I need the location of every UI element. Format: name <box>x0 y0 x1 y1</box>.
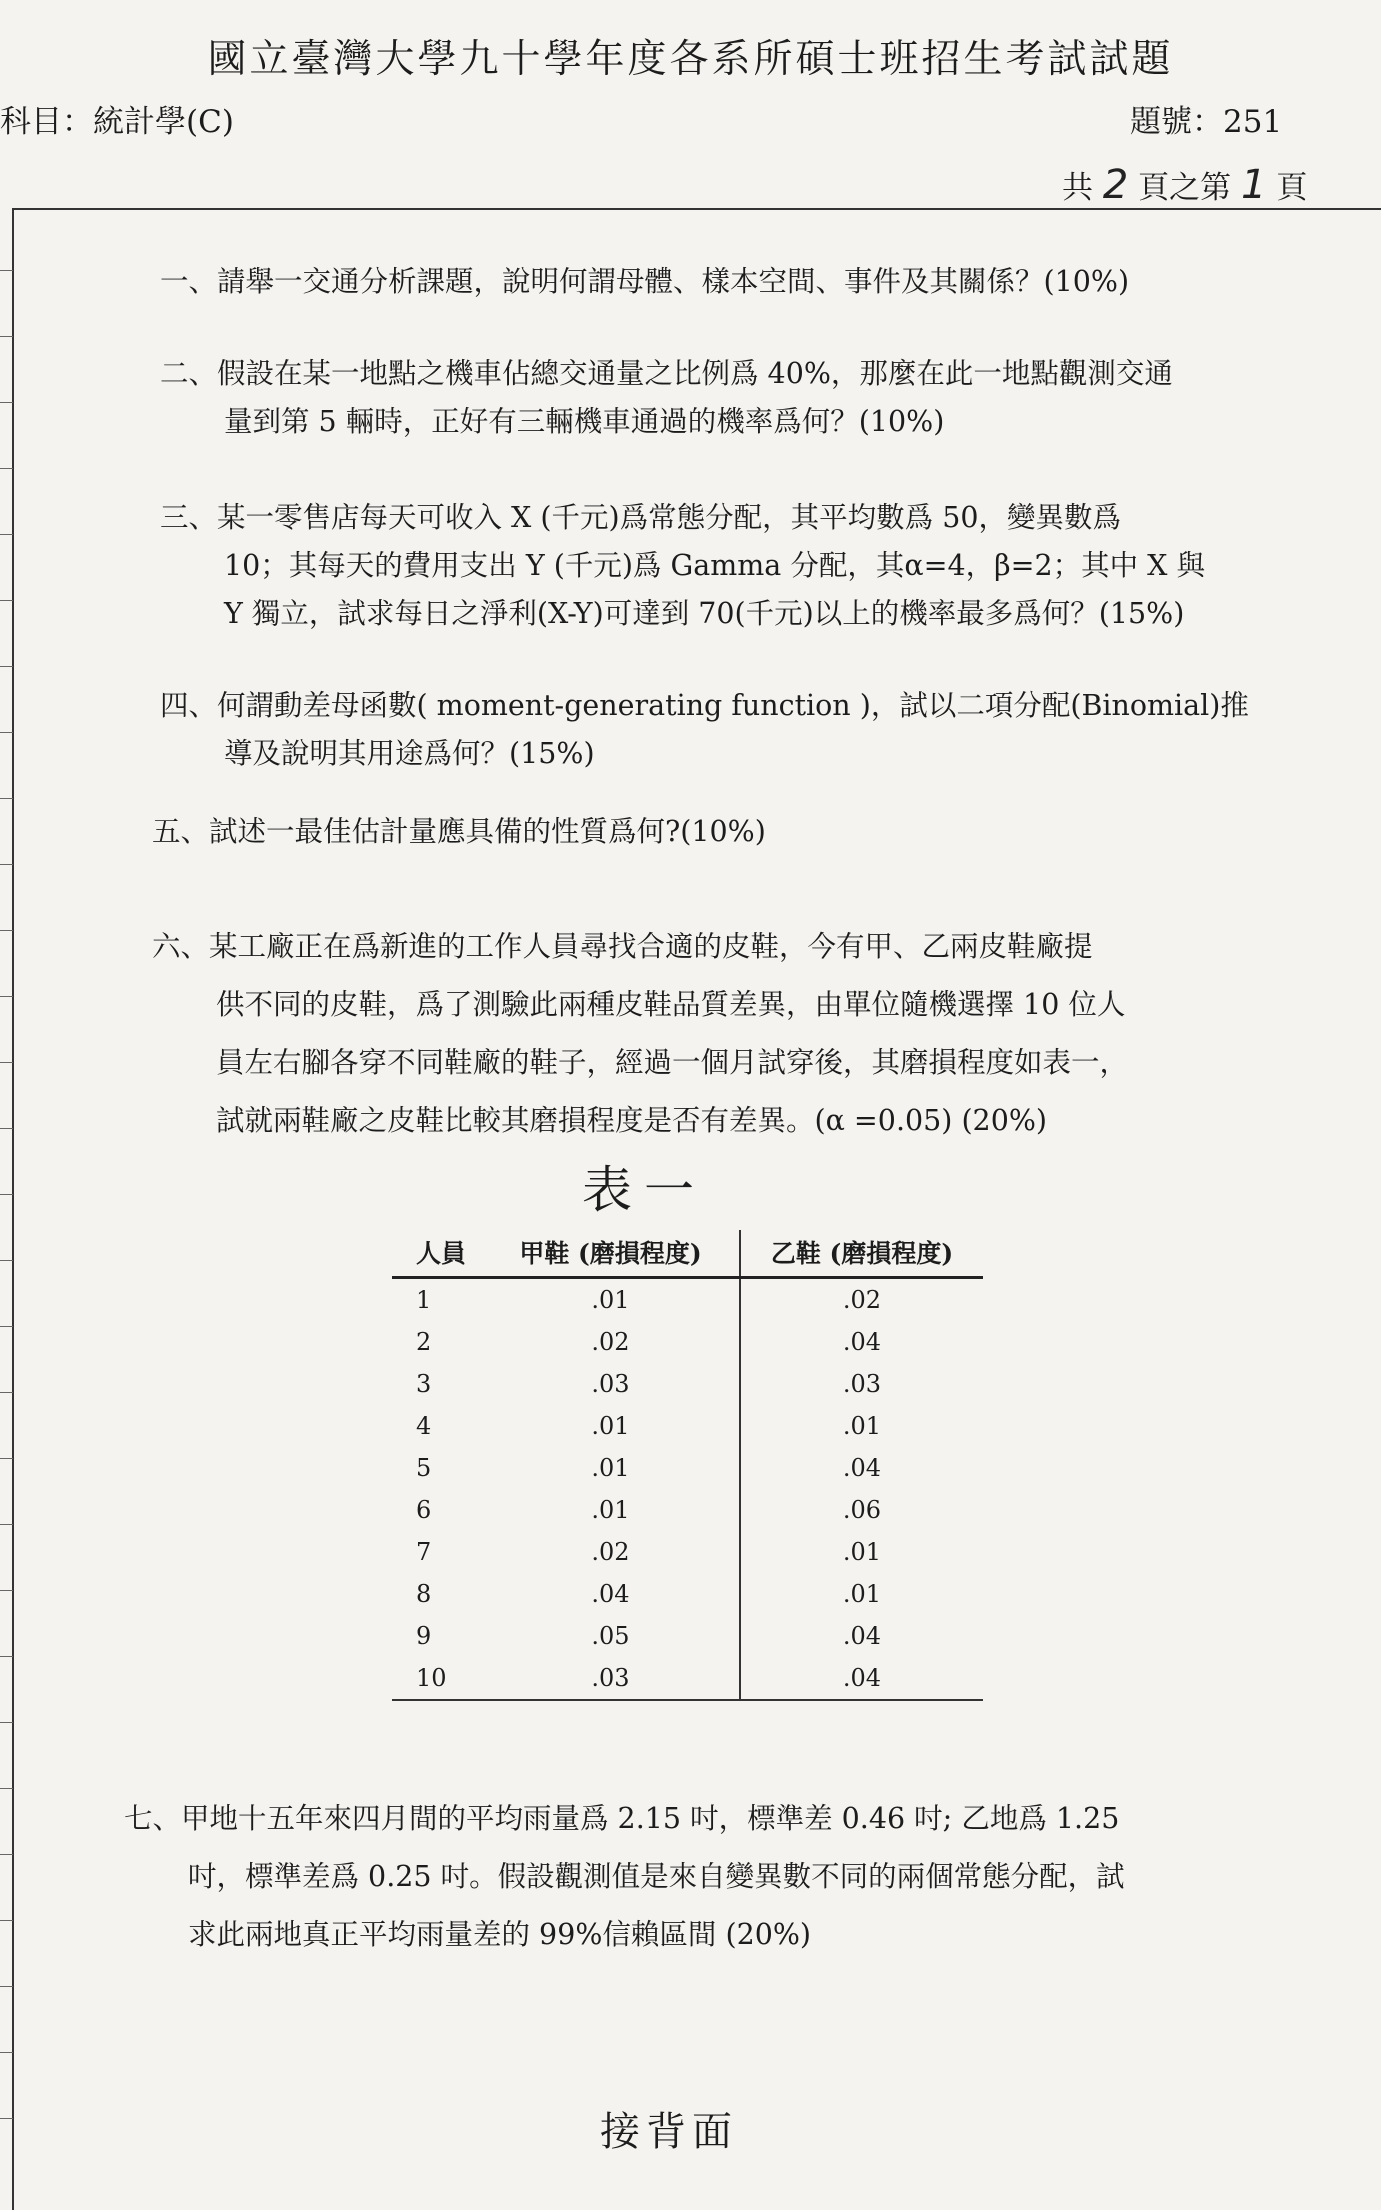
wear-table <box>392 1230 983 1701</box>
exam-title: 國立臺灣大學九十學年度各系所碩士班招生考試試題 <box>207 37 1174 82</box>
margin-tick <box>0 1920 13 1921</box>
continued-on-back: 接背面 <box>600 2109 738 2155</box>
table-row <box>392 1405 983 1447</box>
table-row <box>392 1363 983 1405</box>
cell-shoe-a: .03 <box>482 1363 740 1405</box>
cell-person: 5 <box>416 1454 432 1482</box>
question-6-line-1: 六、某工廠正在爲新進的工作人員尋找合適的皮鞋，今有甲、乙兩皮鞋廠提 <box>152 930 1093 963</box>
question-1-line-1: 一、請舉一交通分析課題，說明何謂母體、樣本空間、事件及其關係？(10%) <box>160 265 1130 298</box>
question-3-line-3: Y 獨立，試求每日之淨利(X-Y)可達到 70(千元)以上的機率最多爲何？(15%) <box>224 597 1185 630</box>
page-mid: 頁之第 <box>1138 170 1232 206</box>
margin-tick <box>0 1986 13 1987</box>
header-shoe-b: 乙鞋 (磨損程度) <box>740 1230 983 1278</box>
margin-tick <box>0 732 13 733</box>
cell-shoe-b: .04 <box>740 1657 983 1700</box>
margin-tick <box>0 1854 13 1855</box>
cell-person: 7 <box>416 1538 432 1566</box>
cell-shoe-b: .06 <box>842 1496 882 1524</box>
margin-tick <box>0 1788 13 1789</box>
header-person: 人員 <box>392 1230 482 1278</box>
question-6 <box>152 918 1128 1150</box>
margin-tick <box>0 1392 13 1393</box>
cell-person: 2 <box>416 1328 432 1356</box>
margin-tick <box>0 1128 13 1129</box>
question-3-line-2: 10；其每天的費用支出 Y (千元)爲 Gamma 分配，其α=4，β=2；其中 X 與 <box>224 549 1206 582</box>
margin-tick <box>0 600 13 601</box>
margin-tick <box>0 864 13 865</box>
question-2-line-2: 量到第 5 輛時，正好有三輛機車通過的機率爲何？(10%) <box>224 405 945 438</box>
question-7-line-2: 吋，標準差爲 0.25 吋。假設觀測值是來自變異數不同的兩個常態分配，試 <box>188 1860 1125 1893</box>
margin-tick <box>0 2118 13 2119</box>
cell-shoe-b: .01 <box>842 1580 882 1608</box>
question-7-line-3: 求此兩地真正平均雨量差的 99%信賴區間 (20%) <box>188 1918 812 1951</box>
page-info <box>1062 162 1307 208</box>
cell-shoe-a: .02 <box>482 1531 740 1573</box>
cell-person: 3 <box>416 1370 432 1398</box>
cell-shoe-a: .01 <box>482 1278 740 1322</box>
question-2 <box>160 350 1173 446</box>
table-row <box>392 1278 983 1322</box>
cell-shoe-a: .03 <box>482 1657 740 1700</box>
cell-shoe-a: .02 <box>482 1321 740 1363</box>
table-caption: 表一 <box>582 1161 706 1219</box>
margin-tick <box>0 930 13 931</box>
question-5-line-1: 五、試述一最佳估計量應具備的性質爲何?(10%) <box>152 815 766 848</box>
table-row <box>392 1321 983 1363</box>
page-prefix: 共 <box>1062 170 1093 206</box>
question-2-line-1: 二、假設在某一地點之機車佔總交通量之比例爲 40%，那麼在此一地點觀測交通 <box>160 357 1173 390</box>
cell-person: 8 <box>416 1580 432 1608</box>
cell-shoe-b: .01 <box>842 1538 882 1566</box>
margin-tick <box>0 534 13 535</box>
cell-shoe-a: .04 <box>482 1573 740 1615</box>
cell-person: 6 <box>416 1496 432 1524</box>
question-7 <box>124 1790 1125 1964</box>
question-1 <box>160 258 1129 306</box>
question-6-line-4: 試就兩鞋廠之皮鞋比較其磨損程度是否有差異。(α =0.05) (20%) <box>216 1104 1048 1137</box>
cell-shoe-b: .02 <box>842 1286 882 1314</box>
question-4-line-2: 導及說明其用途爲何？(15%) <box>224 737 595 770</box>
cell-person: 10 <box>392 1657 482 1700</box>
page-current-handwritten: 1 <box>1241 162 1267 208</box>
question-number: 題號：251 <box>1130 104 1283 140</box>
table-row <box>392 1657 983 1700</box>
margin-tick <box>0 1722 13 1723</box>
margin-tick <box>0 1590 13 1591</box>
cell-shoe-b: .01 <box>842 1412 882 1440</box>
subject-label: 科目：統計學(C) <box>0 104 234 140</box>
margin-tick <box>0 1656 13 1657</box>
cell-shoe-b: .04 <box>842 1454 882 1482</box>
cell-shoe-a: .01 <box>482 1447 740 1489</box>
table-row <box>392 1447 983 1489</box>
margin-tick <box>0 1260 13 1261</box>
table-row <box>392 1573 983 1615</box>
table-row <box>392 1489 983 1531</box>
margin-ticks <box>0 0 14 2136</box>
cell-shoe-a: .01 <box>482 1489 740 1531</box>
cell-shoe-b: .03 <box>842 1370 882 1398</box>
question-3 <box>160 494 1205 638</box>
margin-tick <box>0 2052 13 2053</box>
margin-tick <box>0 666 13 667</box>
table-row <box>392 1531 983 1573</box>
margin-tick <box>0 270 13 271</box>
cell-shoe-b: .04 <box>842 1328 882 1356</box>
cell-shoe-a: .05 <box>482 1615 740 1657</box>
cell-person: 1 <box>416 1286 432 1314</box>
cell-shoe-b: .04 <box>842 1622 882 1650</box>
margin-tick <box>0 1458 13 1459</box>
question-4-line-1: 四、何謂動差母函數( moment-generating function )，試以二項分配(Binomial)推 <box>160 689 1249 722</box>
page-suffix: 頁 <box>1276 170 1308 206</box>
cell-person: 9 <box>416 1622 432 1650</box>
margin-tick <box>0 336 13 337</box>
question-6-line-3: 員左右腳各穿不同鞋廠的鞋子，經過一個月試穿後，其磨損程度如表一， <box>216 1046 1129 1079</box>
cell-person: 4 <box>416 1412 432 1440</box>
question-4 <box>160 682 1249 778</box>
margin-tick <box>0 1062 13 1063</box>
margin-tick <box>0 996 13 997</box>
margin-tick <box>0 402 13 403</box>
margin-tick <box>0 1524 13 1525</box>
margin-tick <box>0 798 13 799</box>
question-7-line-1: 七、甲地十五年來四月間的平均雨量爲 2.15 吋，標準差 0.46 吋; 乙地爲 1.25 <box>124 1802 1120 1835</box>
table-header-row <box>392 1230 983 1278</box>
cell-shoe-a: .01 <box>482 1405 740 1447</box>
table-row <box>392 1615 983 1657</box>
question-5 <box>152 808 766 856</box>
page-total-handwritten: 2 <box>1102 162 1129 208</box>
question-3-line-1: 三、某一零售店每天可收入 X (千元)爲常態分配，其平均數爲 50，變異數爲 <box>160 501 1121 534</box>
question-6-line-2: 供不同的皮鞋，爲了測驗此兩種皮鞋品質差異，由單位隨機選擇 10 位人 <box>216 988 1126 1021</box>
margin-tick <box>0 1194 13 1195</box>
margin-tick <box>0 1326 13 1327</box>
margin-tick <box>0 468 13 469</box>
header-shoe-a: 甲鞋 (磨損程度) <box>482 1230 740 1278</box>
